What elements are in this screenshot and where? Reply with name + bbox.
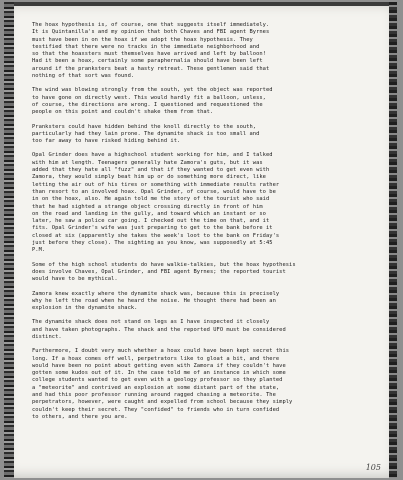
- paragraph-opal-grinder: Opal Grinder does have a highschool student working for him, and I talked with him at length. Teenagers generally hate Zamora's guts, but it was added that they hate all "fuzz" and that if they wanted to get even with Zamora, they would simply beat him up or do something more direct, like letting the air out of his tires or something with immediate results rather than resort to an involved hoax. Opal Grinder, of course, would have to be in on the hoax, also. He again told me the story of the tourist who said that he had sighted a strange object crossing directly in front of him on the road and landing in the gully, and toward which an instant or so later, he saw a police car going. I checked out the time on that, and it fits. Opal Grinder's wife was just preparing to get to the bank before it closed at six (apparently she takes the week's loot to the bank on Friday's just before they close). The sighting as you know, was supposedly at 5:45 P.M.: [32, 152, 280, 254]
- document-body: [32, 22, 384, 421]
- page-number: 105: [365, 463, 381, 472]
- scan-edge-top: [4, 2, 397, 6]
- paragraph-pranksters: Pranksters could have hidden behind the knoll directly to the south, particularly had they lain prone. The dynamite shack is too small and too far away to have risked hiding behind it.: [32, 123, 260, 145]
- paragraph-wind-direction: The wind was blowing strongly from the south, yet the object was reported to have gone on directly west. This would hardly fit a balloon, unless, of course, the directions are wrong. I questioned and requestioned the people on this point and couldn't shake them from that.: [32, 87, 273, 116]
- scan-edge-left: [4, 2, 14, 478]
- paragraph-walkie-talkies: Some of the high school students do have walkie-talkies, but the hoax hypothesis does involve Chaves, Opal Grinder, and FBI agent Byrnes; the reported tourist would have to be mythical.: [32, 261, 296, 283]
- paragraph-dynamite-shack: The dynamite shack does not stand on legs as I have inspected it closely and have taken photographs. The shack and the reported UFO must be considered distinct.: [32, 319, 286, 340]
- paragraph-secret-hoax: Furthermore, I doubt very much whether a hoax could have been kept secret this long. If a hoax comes off well, perpetrators like to gloat a bit, and there would have been no point about getting even with Zamora if they couldn't have gotten some kudos out of it. In the case told me of an instance in which some college students wanted to get even with a geology professor so they planted a "meteorite" and contrived an explosion at some distant part of the state, and had this poor professor running around ragged chasing a meteorite. The perpetrators, however, were caught and expelled from school because they simply couldn't keep their secret. They "confided" to friends who in turn confided to others, and there you are.: [32, 348, 293, 420]
- scan-edge-right: [389, 2, 397, 478]
- paragraph-zamora-shack: Zamora knew exactly where the dynamite shack was, because this is precisely why he left the road when he heard the noise. He thought there had been an explosion in the dynamite shack.: [32, 290, 280, 312]
- paragraph-hoax-hypothesis: The hoax hypothesis is, of course, one that suggests itself immediately. It is Quintanilla's and my opinion that both Chaves and FBI agent Byrnes must have been in on the hoax if we adopt the hoax hypothesis. They testified that there were no tracks in the immediate neighborhood and so that the hoaxsters must themselves have arrived and left by balloon! Had it been a hoax, certainly some paraphernalia should have been left around if the pranksters beat a hasty retreat. These gentlemen said that nothing of that sort was found.: [32, 22, 270, 80]
- document-page: [4, 2, 397, 478]
